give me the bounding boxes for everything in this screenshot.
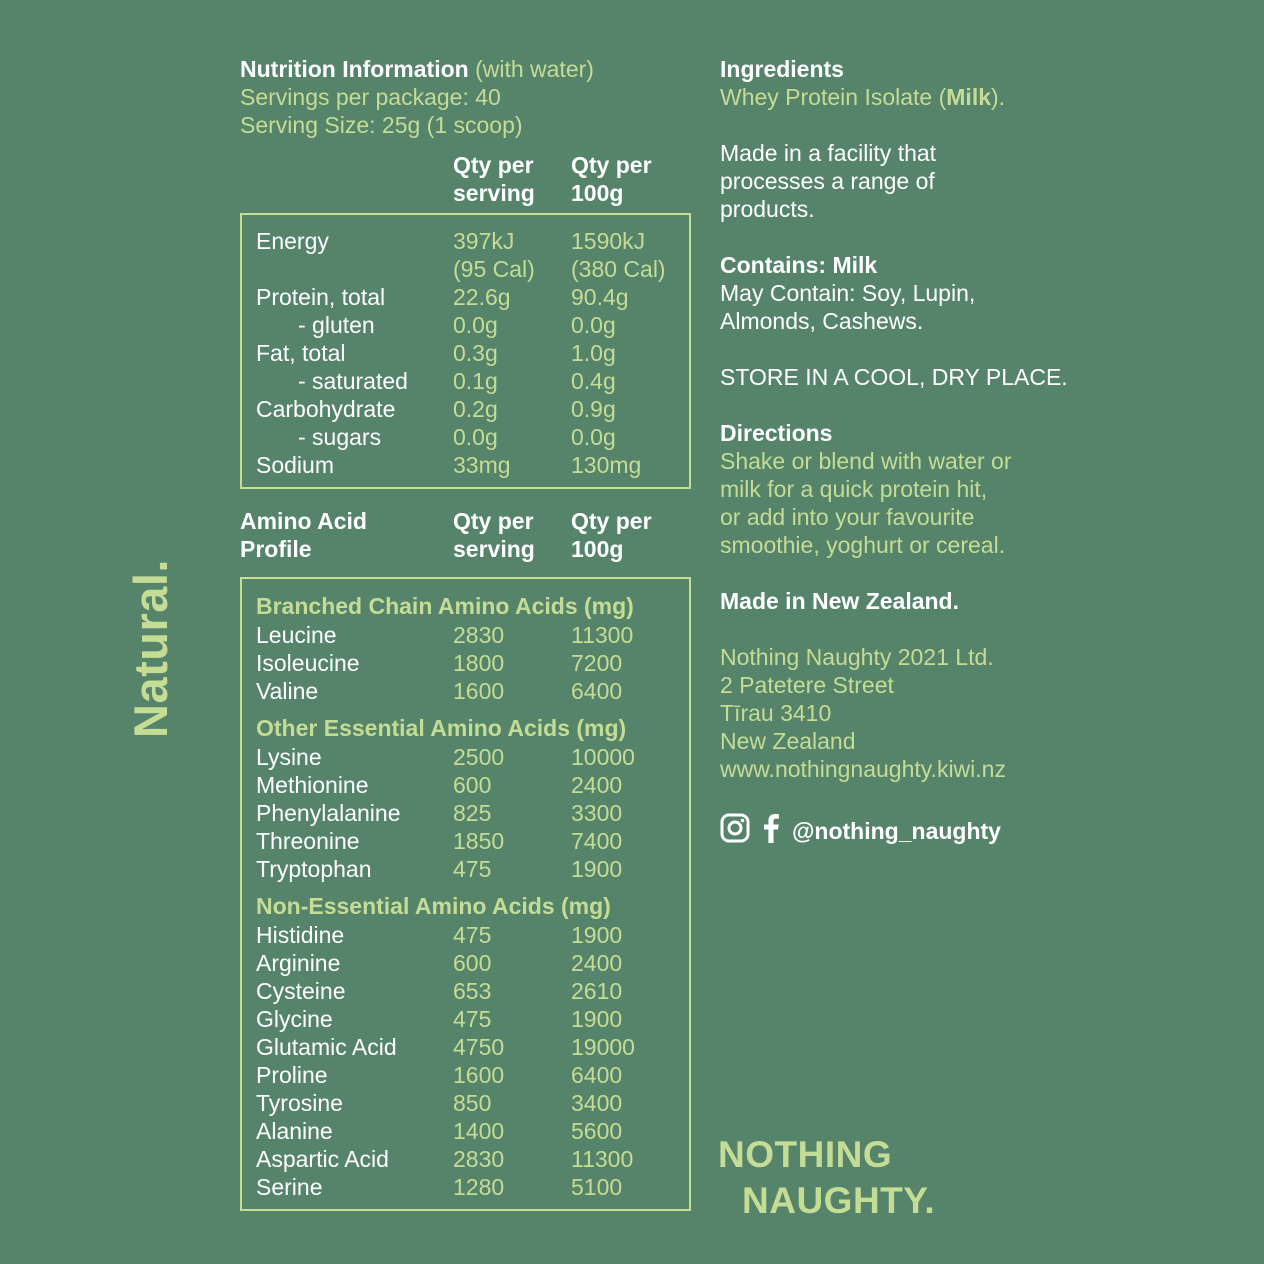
amino-acid-name: Threonine (256, 828, 360, 854)
nutrient-name: - gluten (298, 312, 375, 338)
directions-line-4: smoothie, yoghurt or cereal. (720, 532, 1006, 558)
qty-per-100g: 2400 (571, 950, 623, 976)
social-handle[interactable]: @nothing_naughty (792, 817, 1001, 844)
facility-line-1: Made in a facility that (720, 140, 937, 166)
amino-acid-name: Arginine (256, 950, 341, 976)
storage-instructions: STORE IN A COOL, DRY PLACE. (720, 364, 1068, 390)
amino-acid-name: Aspartic Acid (256, 1146, 389, 1172)
amino-acid-name: Phenylalanine (256, 800, 401, 826)
amino-acid-name: Tyrosine (256, 1090, 343, 1116)
qty-per-100g: 1.0g (571, 340, 616, 366)
amino-row (256, 799, 689, 827)
qty-per-serving: 1600 (453, 678, 505, 704)
nutrient-name: Protein, total (256, 284, 386, 310)
amino-title: Amino Acid Profile (240, 508, 367, 562)
amino-row (256, 827, 689, 855)
country: New Zealand (720, 728, 856, 754)
amino-acid-name: Glycine (256, 1006, 333, 1032)
amino-table (240, 577, 691, 1211)
nutrition-row (256, 395, 689, 423)
facility-line-3: products. (720, 196, 815, 222)
header-qty-per-serving: Qty per serving (453, 152, 535, 206)
qty-per-serving: 0.0g (453, 312, 498, 338)
qty-per-100g: 0.0g (571, 312, 616, 338)
company-name: Nothing Naughty 2021 Ltd. (720, 644, 994, 670)
made-in: Made in New Zealand. (720, 588, 959, 614)
directions-line-2: milk for a quick protein hit, (720, 476, 988, 502)
amino-acid-name: Valine (256, 678, 319, 704)
qty-per-100g: 6400 (571, 1062, 623, 1088)
qty-per-100g: 130mg (571, 452, 642, 478)
qty-per-100g: 1900 (571, 1006, 623, 1032)
qty-per-100g: 1590kJ (380 Cal) (571, 228, 666, 282)
serving-size: Serving Size: 25g (1 scoop) (240, 112, 523, 138)
qty-per-100g: 10000 (571, 744, 635, 770)
amino-header-qty-per-100g: Qty per 100g (571, 508, 652, 562)
qty-per-serving: 0.3g (453, 340, 498, 366)
nutrition-title-line (240, 55, 692, 83)
nutrition-table (240, 213, 691, 489)
amino-table-header (240, 507, 692, 569)
website-link[interactable]: www.nothingnaughty.kiwi.nz (720, 756, 1006, 782)
amino-section-heading: Other Essential Amino Acids (mg) (256, 715, 627, 741)
town-postcode: Tīrau 3410 (720, 700, 832, 726)
qty-per-serving: 1400 (453, 1118, 505, 1144)
amino-acid-name: Isoleucine (256, 650, 360, 676)
social-row (720, 813, 1065, 848)
ingredients-text: Whey Protein Isolate (Milk). (720, 84, 1006, 110)
qty-per-100g: 1900 (571, 856, 623, 882)
ingredients-title: Ingredients (720, 56, 844, 82)
nutrient-name: - sugars (298, 424, 382, 450)
amino-acid-name: Lysine (256, 744, 322, 770)
contains: Contains: Milk (720, 252, 878, 278)
amino-acid-name: Tryptophan (256, 856, 372, 882)
nutrition-row (256, 451, 689, 479)
nutrition-row (256, 227, 689, 283)
qty-per-100g: 11300 (571, 1146, 634, 1172)
qty-per-100g: 19000 (571, 1034, 635, 1060)
nutrition-title: Nutrition Information (240, 56, 469, 82)
qty-per-100g: 5600 (571, 1118, 623, 1144)
amino-acid-name: Methionine (256, 772, 369, 798)
nutrient-name: - saturated (298, 368, 408, 394)
side-title: Natural. (124, 559, 177, 738)
amino-section-heading: Branched Chain Amino Acids (mg) (256, 593, 634, 619)
amino-row (256, 743, 689, 771)
amino-row (256, 649, 689, 677)
allergen-milk: Milk (946, 84, 991, 110)
amino-row (256, 1033, 689, 1061)
nutrient-name: Energy (256, 228, 329, 254)
qty-per-serving: 600 (453, 772, 492, 798)
qty-per-serving: 2500 (453, 744, 505, 770)
amino-acid-name: Cysteine (256, 978, 346, 1004)
qty-per-100g: 1900 (571, 922, 623, 948)
qty-per-serving: 1800 (453, 650, 505, 676)
qty-per-serving: 2830 (453, 622, 505, 648)
amino-header-qty-per-serving: Qty per serving (453, 508, 535, 562)
amino-acid-name: Leucine (256, 622, 337, 648)
qty-per-serving: 1280 (453, 1174, 505, 1200)
qty-per-serving: 4750 (453, 1034, 505, 1060)
nutrition-row (256, 367, 689, 395)
qty-per-100g: 2400 (571, 772, 623, 798)
qty-per-100g: 0.9g (571, 396, 616, 422)
qty-per-serving: 600 (453, 950, 492, 976)
amino-row (256, 1005, 689, 1033)
nutrition-row (256, 339, 689, 367)
amino-acid-name: Glutamic Acid (256, 1034, 397, 1060)
directions-line-3: or add into your favourite (720, 504, 975, 530)
qty-per-serving: 397kJ (95 Cal) (453, 228, 535, 282)
amino-row (256, 621, 689, 649)
qty-per-100g: 6400 (571, 678, 623, 704)
qty-per-100g: 7400 (571, 828, 623, 854)
qty-per-100g: 3300 (571, 800, 623, 826)
brand-logo: NOTHING NAUGHTY. (718, 1134, 936, 1221)
qty-per-serving: 850 (453, 1090, 492, 1116)
qty-per-serving: 1850 (453, 828, 505, 854)
amino-acid-name: Serine (256, 1174, 323, 1200)
qty-per-serving: 825 (453, 800, 492, 826)
qty-per-serving: 475 (453, 856, 492, 882)
amino-row (256, 921, 689, 949)
amino-row (256, 1145, 689, 1173)
header-qty-per-100g: Qty per 100g (571, 152, 652, 206)
qty-per-serving: 2830 (453, 1146, 505, 1172)
qty-per-serving: 1600 (453, 1062, 505, 1088)
qty-per-100g: 3400 (571, 1090, 623, 1116)
qty-per-serving: 0.0g (453, 424, 498, 450)
amino-acid-name: Alanine (256, 1118, 333, 1144)
qty-per-100g: 2610 (571, 978, 623, 1004)
amino-row (256, 977, 689, 1005)
amino-section-heading: Non-Essential Amino Acids (mg) (256, 893, 611, 919)
qty-per-100g: 90.4g (571, 284, 629, 310)
qty-per-serving: 475 (453, 922, 492, 948)
qty-per-100g: 7200 (571, 650, 623, 676)
directions-title: Directions (720, 420, 833, 446)
servings-per-package: Servings per package: 40 (240, 84, 501, 110)
may-contain-2: Almonds, Cashews. (720, 308, 924, 334)
qty-per-serving: 33mg (453, 452, 511, 478)
facebook-icon[interactable] (762, 813, 780, 848)
amino-row (256, 1061, 689, 1089)
amino-row (256, 855, 689, 883)
amino-row (256, 949, 689, 977)
qty-per-100g: 0.4g (571, 368, 616, 394)
qty-per-serving: 0.1g (453, 368, 498, 394)
info-panel (720, 55, 1068, 848)
nutrition-row (256, 283, 689, 311)
qty-per-100g: 5100 (571, 1174, 623, 1200)
amino-row (256, 1173, 689, 1201)
amino-row (256, 1117, 689, 1145)
nutrition-title-note: (with water) (475, 56, 594, 82)
nutrient-name: Fat, total (256, 340, 346, 366)
may-contain-1: May Contain: Soy, Lupin, (720, 280, 976, 306)
facility-line-2: processes a range of (720, 168, 935, 194)
amino-row (256, 677, 689, 705)
qty-per-100g: 11300 (571, 622, 634, 648)
nutrient-name: Sodium (256, 452, 334, 478)
amino-row (256, 771, 689, 799)
street-address: 2 Patetere Street (720, 672, 894, 698)
amino-acid-name: Histidine (256, 922, 345, 948)
amino-row (256, 1089, 689, 1117)
qty-per-serving: 0.2g (453, 396, 498, 422)
nutrient-name: Carbohydrate (256, 396, 396, 422)
nutrition-panel (240, 55, 692, 1211)
directions-line-1: Shake or blend with water or (720, 448, 1012, 474)
qty-per-serving: 653 (453, 978, 492, 1004)
qty-per-serving: 22.6g (453, 284, 511, 310)
instagram-icon[interactable] (720, 813, 750, 848)
nutrition-row (256, 311, 689, 339)
amino-acid-name: Proline (256, 1062, 328, 1088)
nutrition-table-header (240, 151, 692, 213)
qty-per-100g: 0.0g (571, 424, 616, 450)
nutrition-row (256, 423, 689, 451)
qty-per-serving: 475 (453, 1006, 492, 1032)
